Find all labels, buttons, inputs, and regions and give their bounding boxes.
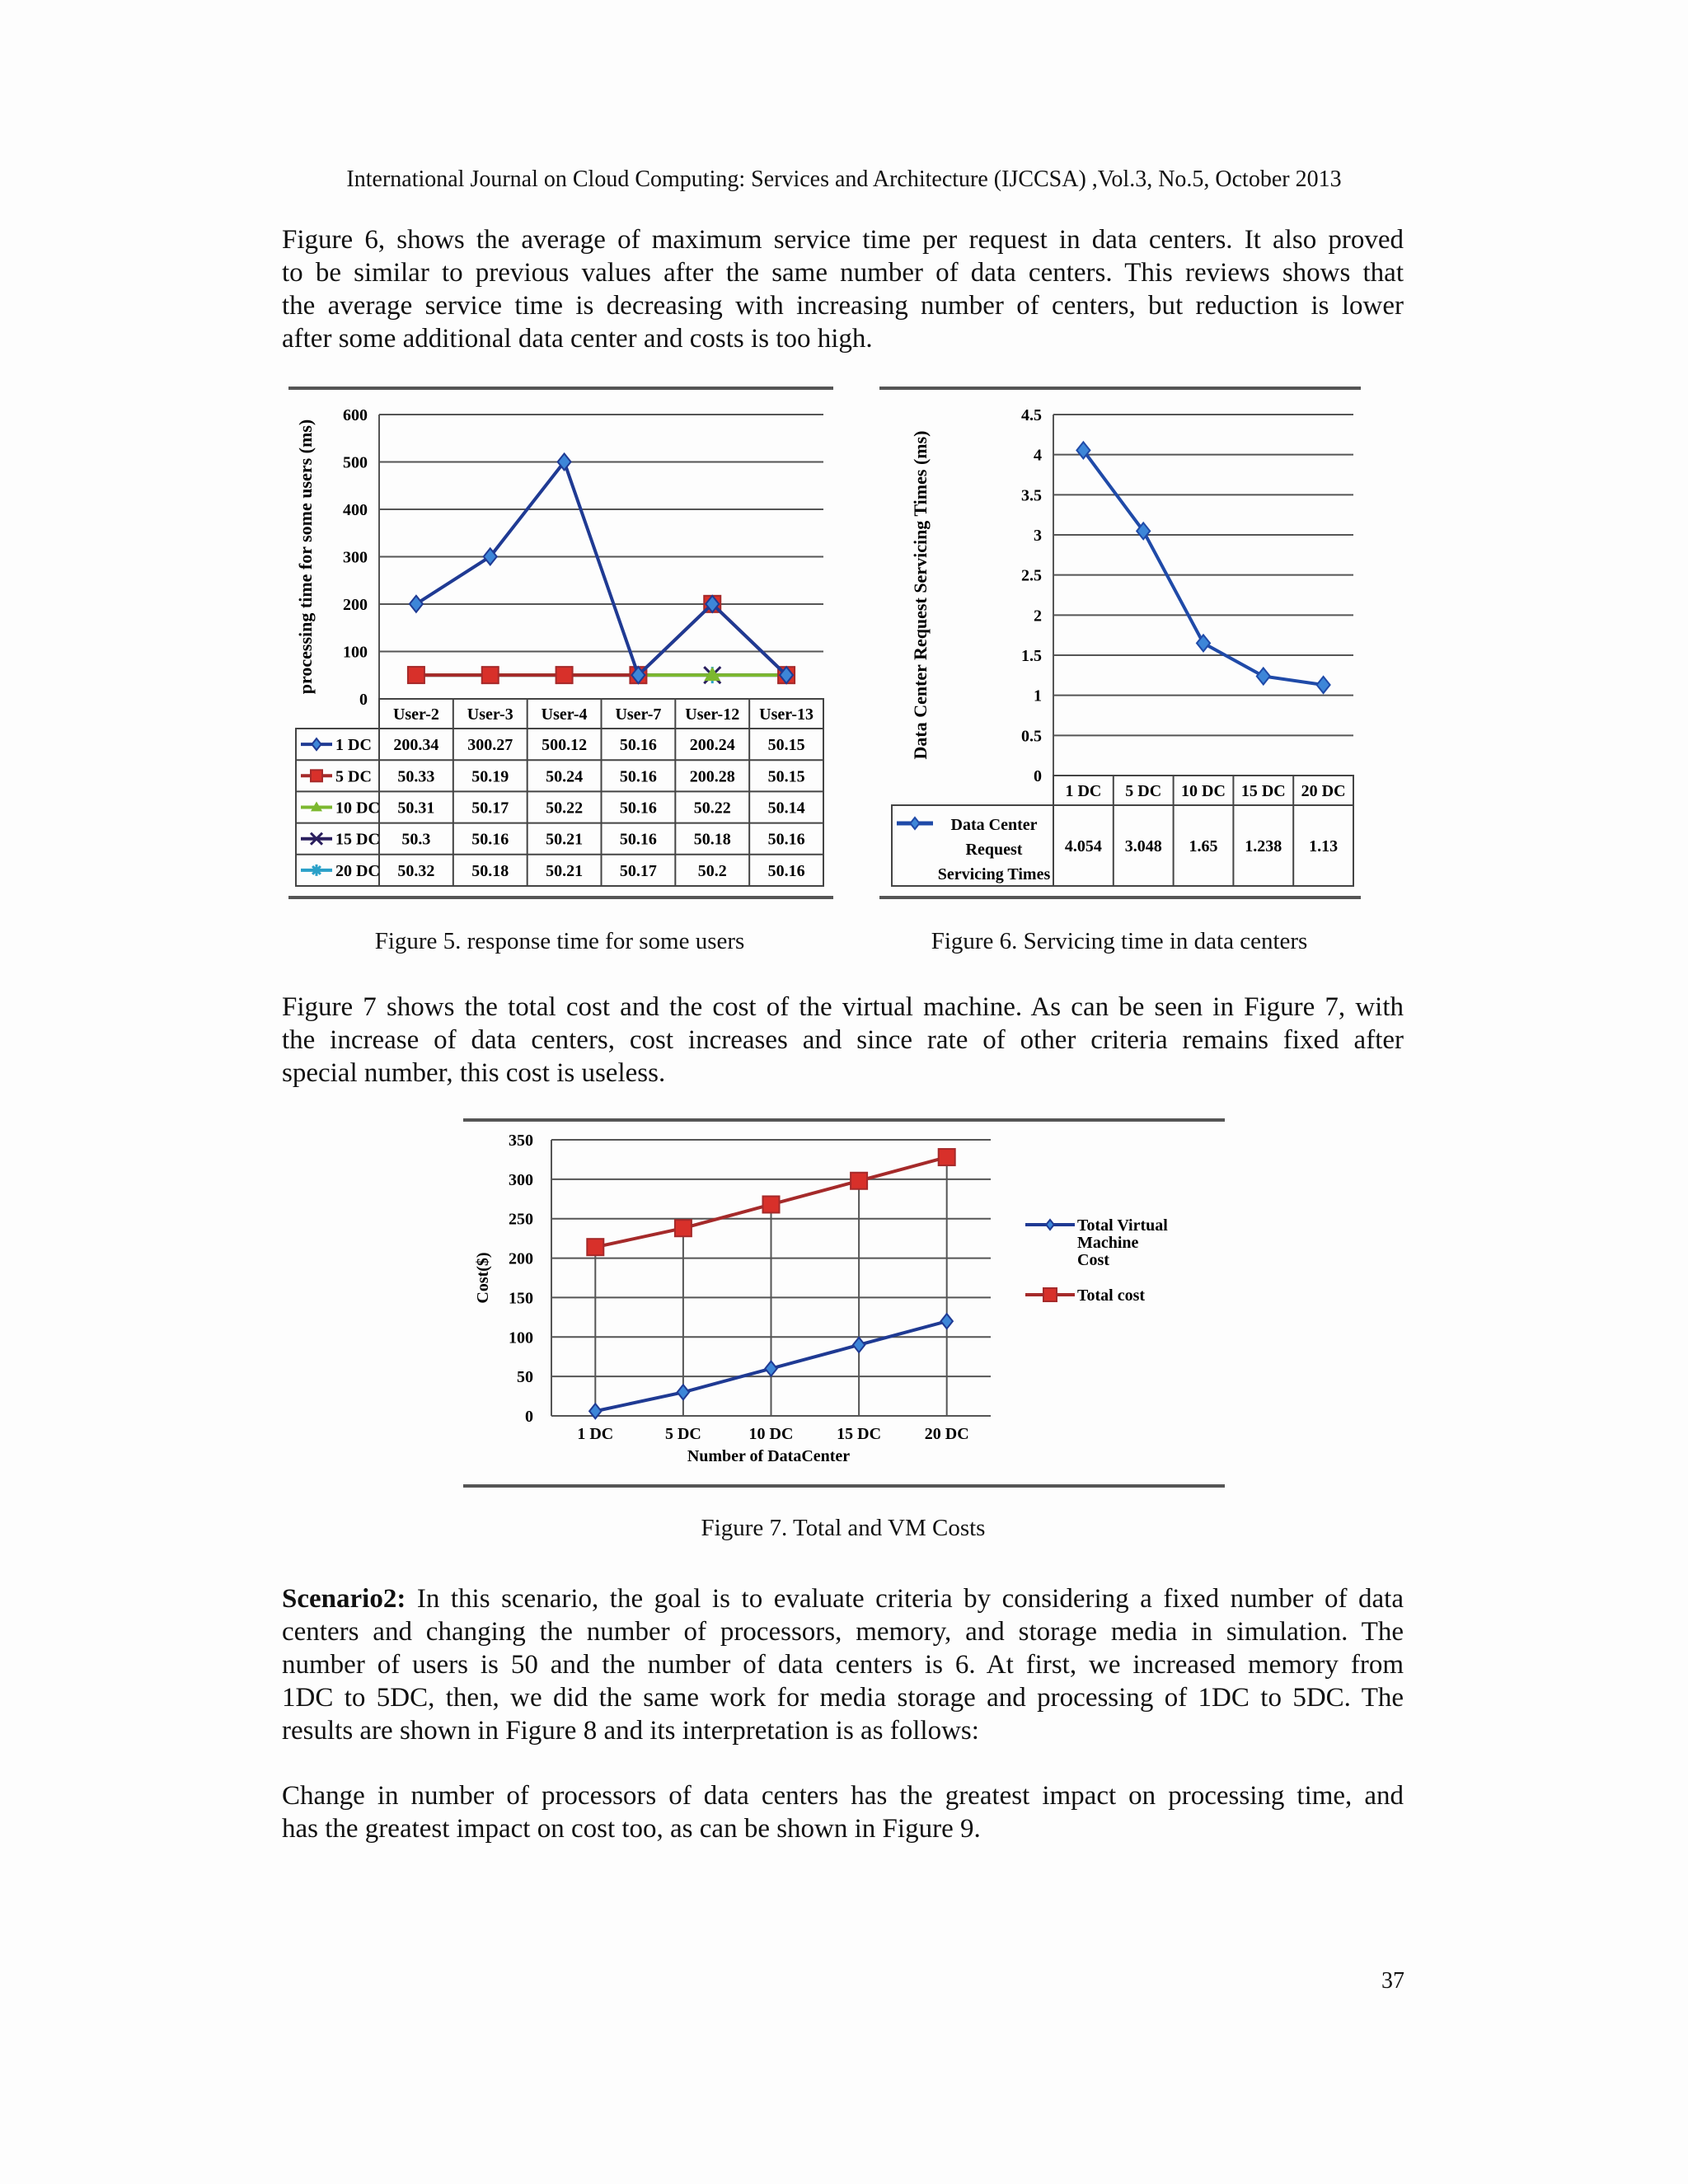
y-tick-label: 100 (343, 643, 368, 662)
data-value: 1.65 (1189, 837, 1218, 855)
x-tick-label: 1 DC (577, 1425, 614, 1443)
y-tick-label: 600 (343, 406, 368, 424)
data-value: 3.048 (1124, 837, 1162, 855)
category-label: User-3 (467, 705, 513, 724)
text-line: after some additional data center and costs is too high. (282, 324, 873, 354)
text-line-content: In this scenario, the goal is to evaluate criteria by considering a fixed number of data (406, 1584, 1404, 1614)
diamond-marker (853, 1338, 865, 1352)
paragraph-2 (282, 991, 1404, 1090)
y-tick-label: 4 (1034, 446, 1042, 465)
square-marker (763, 1196, 780, 1212)
square-marker (1043, 1288, 1057, 1301)
category-label: 15 DC (1240, 782, 1286, 800)
category-label: User-4 (541, 705, 588, 724)
category-label: User-13 (759, 705, 814, 724)
legend-label: 15 DC (335, 830, 380, 849)
x-tick-label: 15 DC (837, 1425, 882, 1443)
data-value: 50.17 (619, 861, 657, 880)
data-value: 50.2 (697, 861, 727, 880)
figure-6-caption: Figure 6. Servicing time in data centers (931, 928, 1308, 954)
y-tick-label: 2 (1034, 607, 1042, 626)
data-value: 50.16 (619, 799, 657, 818)
square-marker (939, 1149, 955, 1165)
legend-label: Total Virtual (1077, 1216, 1168, 1235)
data-value: 1.238 (1245, 837, 1282, 855)
legend-label-line: Request (965, 841, 1023, 859)
text-line: results are shown in Figure 8 and its interpretation is as follows: (282, 1716, 979, 1746)
legend-label: 10 DC (335, 799, 380, 818)
data-value: 50.22 (693, 799, 731, 818)
text-line: special number, this cost is useless. (282, 1058, 666, 1088)
data-value: 50.22 (546, 799, 584, 818)
page-number: 37 (1381, 1968, 1404, 1994)
text-line: 1DC to 5DC, then, we did the same work for media storage and processing of 1DC to 5DC. The (282, 1683, 1404, 1713)
y-tick-label: 1.5 (1021, 647, 1042, 665)
y-tick-label: 0 (359, 691, 368, 709)
y-tick-label: 300 (509, 1170, 533, 1189)
y-tick-label: 3 (1034, 527, 1042, 545)
data-value: 50.21 (546, 830, 584, 849)
category-label: 10 DC (1181, 782, 1226, 800)
text-line: Figure 7 shows the total cost and the cost of the virtual machine. As can be seen in Figure 7, with (282, 992, 1404, 1022)
square-marker (675, 1220, 692, 1236)
scenario-label: Scenario2: (282, 1584, 406, 1614)
x-tick-label: 5 DC (664, 1425, 701, 1443)
diamond-marker (1317, 677, 1330, 693)
y-axis-label: processing time for some users (ms) (295, 419, 316, 695)
y-tick-label: 3.5 (1021, 486, 1042, 505)
text-line (282, 1582, 1404, 1615)
text-line: the average service time is decreasing with increasing number of centers, but reduction is lower (282, 291, 1404, 321)
paragraph-3 (282, 1779, 1404, 1845)
data-value: 50.15 (767, 736, 805, 755)
y-tick-label: 0 (1034, 767, 1042, 785)
legend-label-line: Data Center (950, 816, 1038, 834)
data-value: 50.33 (397, 767, 435, 786)
y-tick-label: 200 (343, 596, 368, 614)
diamond-marker (1046, 1220, 1054, 1230)
y-tick-label: 50 (517, 1368, 533, 1387)
data-value: 50.32 (397, 861, 435, 880)
data-value: 50.16 (619, 830, 657, 849)
legend-label-line: Servicing Times (937, 865, 1051, 883)
data-value: 50.3 (401, 830, 431, 849)
text-line: centers and changing the number of processors, memory, and storage media in simulation. The (282, 1617, 1404, 1647)
data-value: 50.16 (619, 767, 657, 786)
category-label: User-7 (615, 705, 662, 724)
y-tick-label: 4.5 (1021, 406, 1042, 424)
data-value: 200.34 (393, 736, 439, 755)
x-tick-label: 10 DC (748, 1425, 794, 1443)
y-tick-label: 0.5 (1021, 727, 1042, 746)
square-marker (851, 1173, 867, 1189)
y-tick-label: 300 (343, 548, 368, 567)
text-line: Figure 6, shows the average of maximum service time per request in data centers. It also proved (282, 225, 1404, 255)
legend-label: Machine (1077, 1234, 1139, 1252)
text-line: to be similar to previous values after the same number of data centers. This reviews shows that (282, 258, 1404, 288)
legend-label: Total cost (1077, 1286, 1146, 1305)
data-value: 50.17 (471, 799, 509, 818)
legend-label: 5 DC (335, 767, 372, 786)
text-line: has the greatest impact on cost too, as can be shown in Figure 9. (282, 1814, 981, 1844)
data-value: 4.054 (1064, 837, 1102, 855)
diamond-marker (1257, 668, 1270, 685)
y-tick-label: 150 (509, 1289, 533, 1308)
y-axis-label: Data Center Request Servicing Times (ms) (910, 430, 931, 760)
category-label: 1 DC (1065, 782, 1102, 800)
diamond-marker (678, 1385, 689, 1399)
data-value: 50.31 (397, 799, 435, 818)
y-tick-label: 0 (525, 1408, 533, 1426)
category-label: User-2 (392, 705, 439, 724)
category-label: 20 DC (1301, 782, 1346, 800)
y-tick-label: 400 (343, 501, 368, 519)
data-value: 200.24 (689, 736, 735, 755)
data-value: 500.12 (542, 736, 588, 755)
data-value: 200.28 (689, 767, 735, 786)
text-line: the increase of data centers, cost increases and since rate of other criteria remains fixed after (282, 1025, 1404, 1055)
scenario2-paragraph (282, 1582, 1404, 1747)
data-value: 50.16 (471, 830, 509, 849)
y-tick-label: 250 (509, 1210, 533, 1229)
y-tick-label: 2.5 (1021, 566, 1042, 585)
data-value: 300.27 (467, 736, 513, 755)
y-tick-label: 200 (509, 1249, 533, 1268)
diamond-marker (941, 1314, 953, 1329)
journal-header: International Journal on Cloud Computing: Services and Architecture (IJCCSA) ,Vol.3, No.5, October 2013 (346, 166, 1342, 192)
data-value: 50.21 (546, 861, 584, 880)
data-value: 50.16 (619, 736, 657, 755)
y-tick-label: 350 (509, 1132, 533, 1150)
figure-5-caption: Figure 5. response time for some users (374, 928, 745, 954)
legend-label: 20 DC (335, 861, 380, 880)
y-axis-label: Cost($) (474, 1252, 492, 1304)
data-value: 50.16 (767, 861, 805, 880)
data-value: 1.13 (1309, 837, 1339, 855)
category-label: User-12 (685, 705, 740, 724)
data-value: 50.24 (546, 767, 584, 786)
data-value: 50.19 (471, 767, 509, 786)
data-value: 50.15 (767, 767, 805, 786)
square-marker (587, 1239, 603, 1255)
data-value: 50.18 (471, 861, 509, 880)
figure-6-chart (0, 0, 1688, 915)
y-tick-label: 100 (509, 1329, 533, 1347)
figure-7-caption: Figure 7. Total and VM Costs (701, 1515, 986, 1541)
data-value: 50.16 (767, 830, 805, 849)
text-line: number of users is 50 and the number of data centers is 6. At first, we increased memory from (282, 1650, 1404, 1680)
y-tick-label: 500 (343, 453, 368, 472)
y-tick-label: 1 (1034, 687, 1042, 705)
x-tick-label: 20 DC (924, 1425, 969, 1443)
legend-label: 1 DC (335, 736, 372, 755)
diamond-marker (765, 1361, 776, 1376)
diamond-marker (910, 818, 919, 829)
data-value: 50.18 (693, 830, 731, 849)
data-value: 50.14 (767, 799, 805, 818)
legend-label: Cost (1077, 1251, 1109, 1269)
category-label: 5 DC (1125, 782, 1162, 800)
figure-7-chart (0, 1104, 1688, 1500)
text-line: Change in number of processors of data centers has the greatest impact on processing time, and (282, 1781, 1404, 1811)
x-axis-label: Number of DataCenter (687, 1447, 851, 1465)
